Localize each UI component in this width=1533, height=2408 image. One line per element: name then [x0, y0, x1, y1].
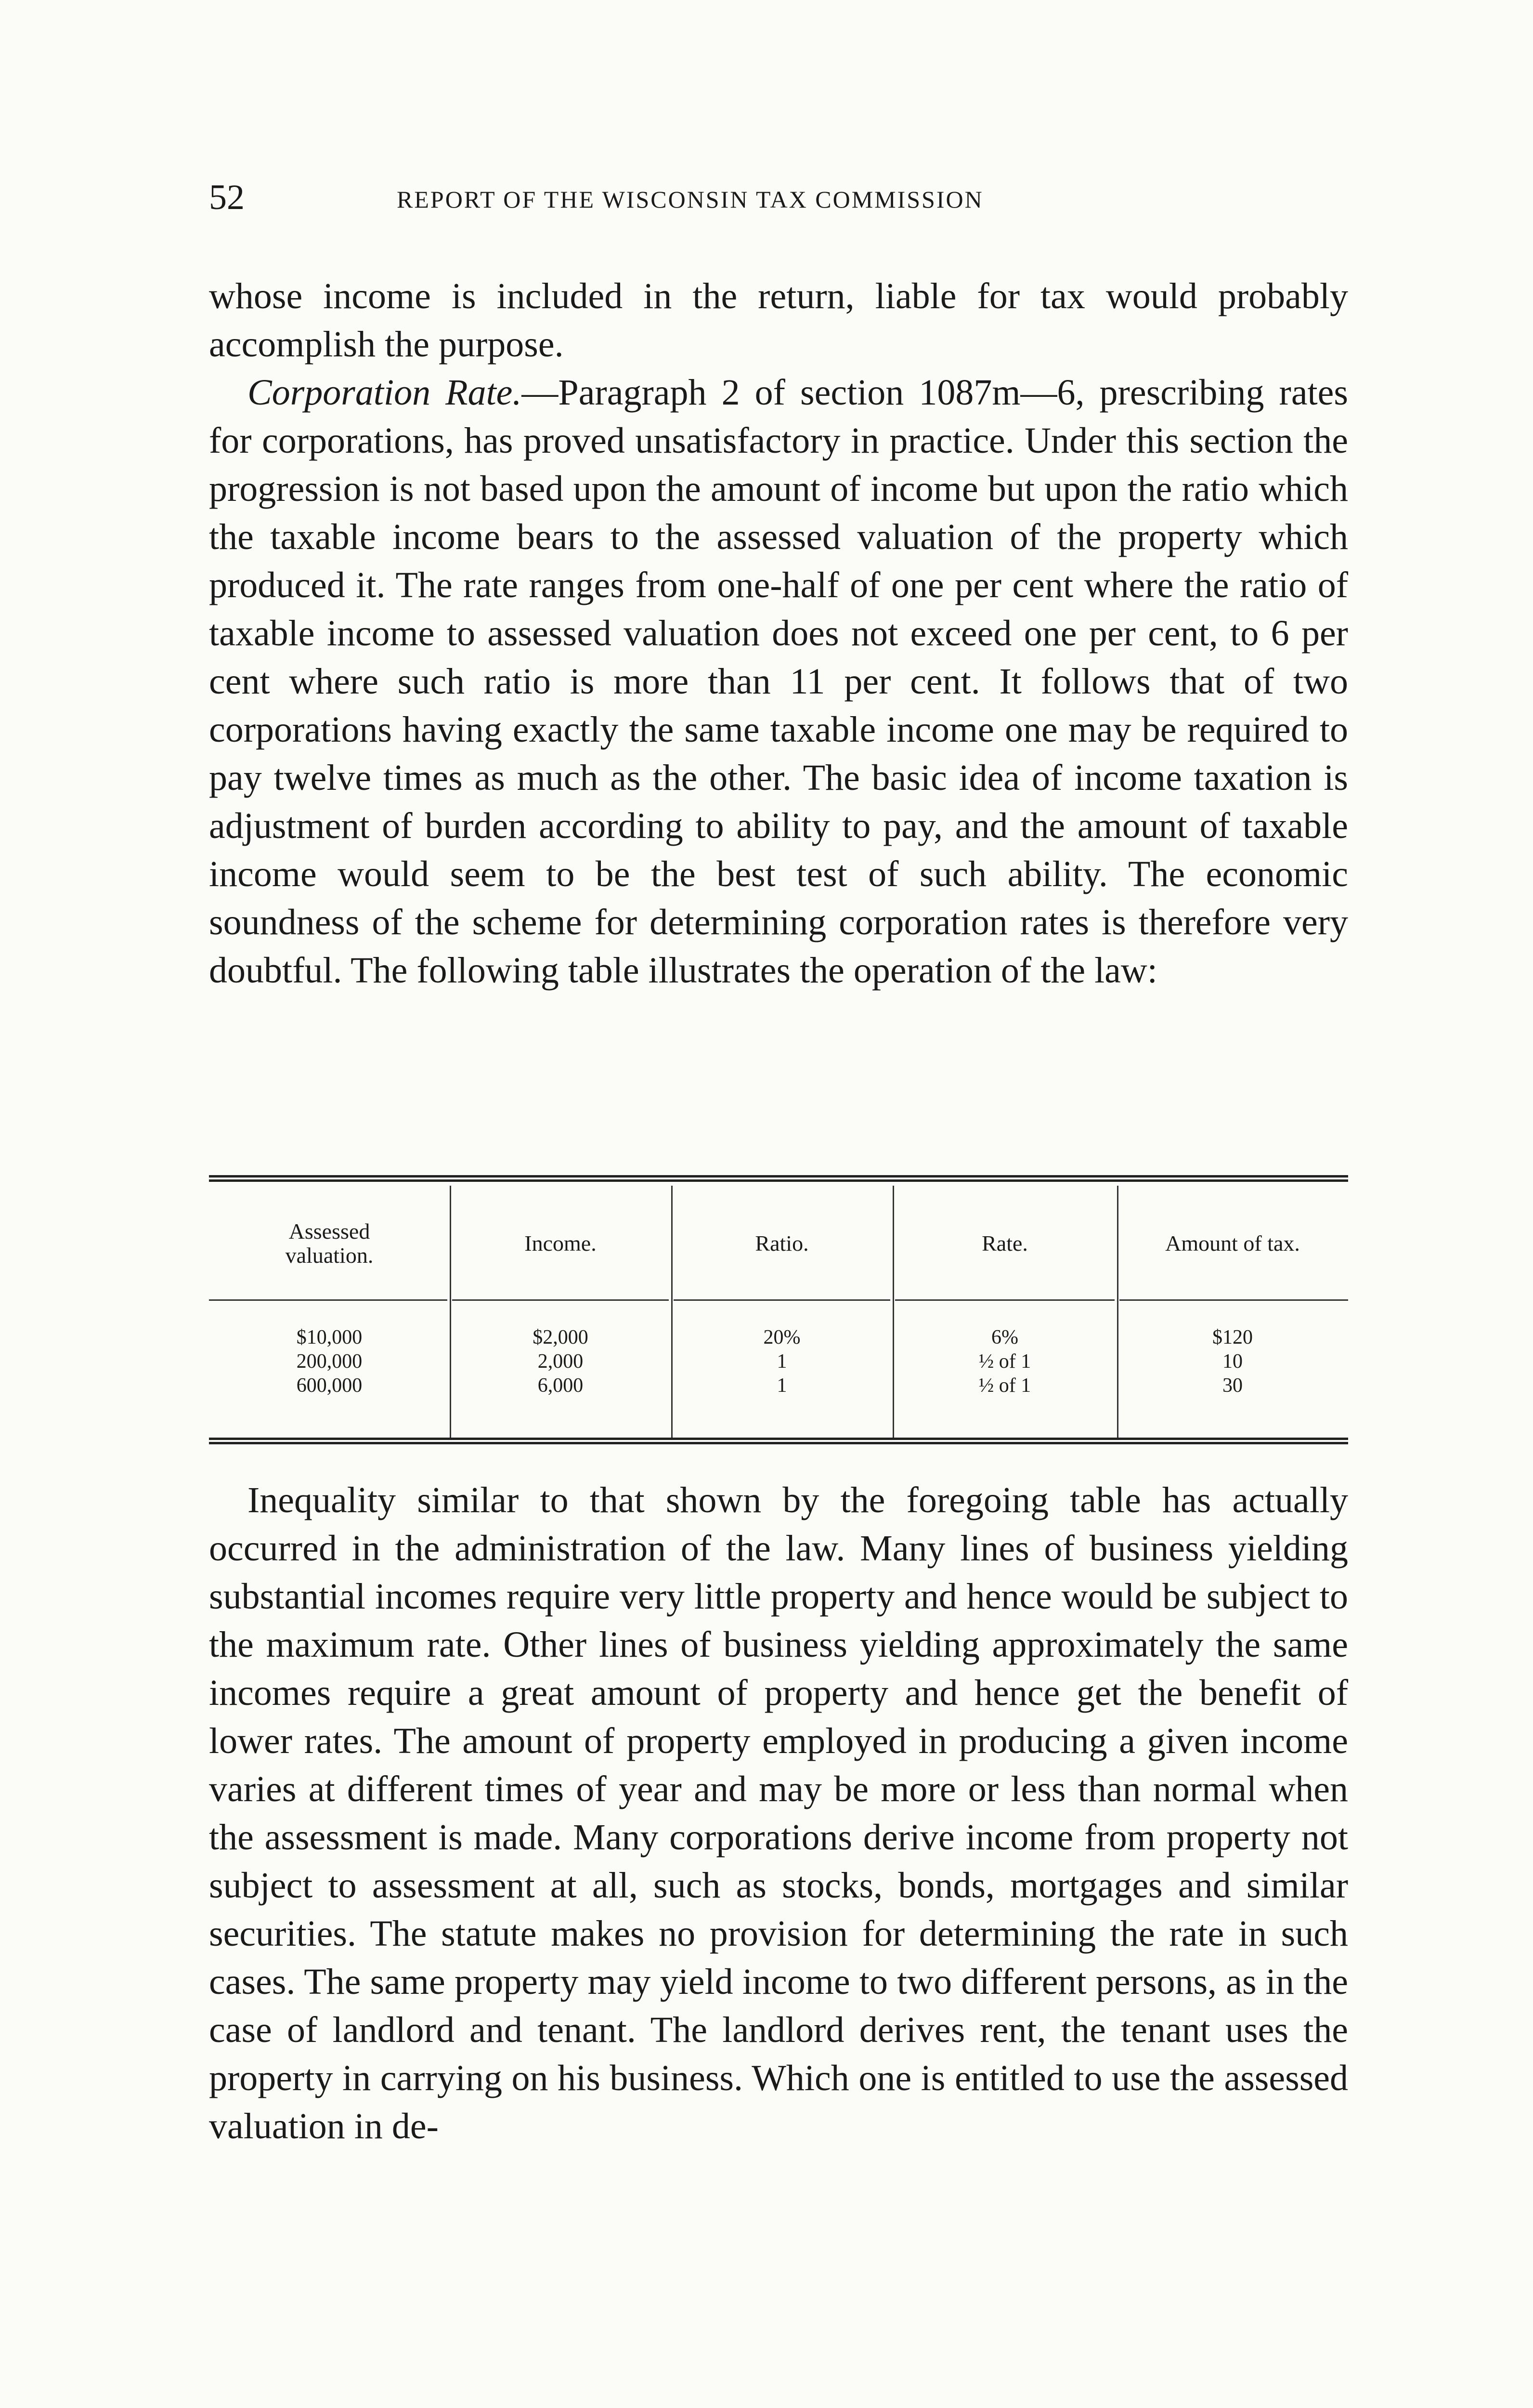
table-cell: 200,000: [296, 1350, 363, 1373]
table-top-rule: [209, 1175, 1348, 1182]
section-lead: Corporation Rate.: [247, 372, 522, 413]
valuation-cells: [209, 1325, 450, 1398]
table-cell: $10,000: [296, 1326, 363, 1348]
page-number: 52: [209, 178, 245, 217]
table-cell: 1: [777, 1374, 787, 1397]
header-valuation-line2: valuation.: [285, 1243, 374, 1268]
rate-cells: [893, 1325, 1117, 1398]
table-cell: $2,000: [533, 1326, 588, 1348]
table-cell: ½ of 1: [978, 1374, 1031, 1397]
table-cell: 20%: [763, 1326, 801, 1348]
header-valuation-line1: Assessed: [288, 1219, 370, 1243]
table-cell: 1: [777, 1350, 787, 1373]
column-amount: [1117, 1186, 1348, 1438]
page-header: [209, 173, 1348, 226]
running-head: REPORT OF THE WISCONSIN TAX COMMISSION: [397, 186, 984, 213]
table-cell: 2,000: [537, 1350, 584, 1373]
column-income: [450, 1186, 671, 1438]
table-cell: 600,000: [296, 1374, 363, 1397]
column-rate: [893, 1186, 1117, 1438]
table-cell: 6,000: [537, 1374, 584, 1397]
tax-table: [209, 1175, 1348, 1445]
table-bottom-rule: [209, 1438, 1348, 1444]
table-cell: ½ of 1: [978, 1350, 1031, 1373]
header-ratio: Ratio.: [755, 1231, 809, 1256]
table-cell: 10: [1222, 1350, 1243, 1373]
column-ratio: [671, 1186, 893, 1438]
table-cell: $120: [1212, 1326, 1253, 1348]
header-income: Income.: [524, 1231, 597, 1256]
table-cell: 30: [1222, 1374, 1243, 1397]
amount-cells: [1117, 1325, 1348, 1398]
header-valuation: [209, 1219, 450, 1268]
header-rate: Rate.: [982, 1231, 1028, 1256]
paragraph-corporation-rate: [209, 368, 1348, 995]
paragraph-intro: whose income is included in the return, liable for tax would probably accomplish the purpose.: [209, 276, 1348, 365]
column-valuation: [209, 1186, 450, 1438]
header-amount: Amount of tax.: [1165, 1231, 1300, 1256]
table-cell: 6%: [991, 1326, 1018, 1348]
income-cells: [450, 1325, 671, 1398]
paragraph-body: —Paragraph 2 of section 1087m—6, prescribing rates for corporations, has proved unsatisfactory in practice. Under this section the progression is not based upon the amount of income but upon the ratio which the taxable income bears to the assessed valuation of the property which produced it. The rate ranges from one-half of one per cent where the ratio of taxable income to assessed valuation does not exceed one per cent, to 6 per cent where such ratio is more than 11 per cent. It follows that of two corporations having exactly the same taxable income one may be required to pay twelve times as much as the other. The basic idea of income taxation is adjustment of burden according to ability to pay, and the amount of taxable income would seem to be the best test of such ability. The economic soundness of the scheme for determining corporation rates is therefore very doubtful. The following table illustrates the operation of the law:: [209, 372, 1348, 991]
ratio-cells: [671, 1325, 893, 1398]
paragraph-inequality: Inequality similar to that shown by the foregoing table has actually occurred in the administration of the law. Many lines of business yielding substantial incomes require very little property and hence would be subject to the maximum rate. Other lines of business yielding approximately the same incomes require a great amount of property and hence get the benefit of lower rates. The amount of property employed in producing a given income varies at different times of year and may be more or less than normal when the assessment is made. Many corporations derive income from property not subject to assessment at all, such as stocks, bonds, mortgages and similar securities. The statute makes no provision for determining the rate in such cases. The same property may yield income to two different persons, as in the case of landlord and tenant. The landlord derives rent, the tenant uses the property in carrying on his business. Which one is entitled to use the assessed valuation in de-: [209, 1480, 1348, 2146]
